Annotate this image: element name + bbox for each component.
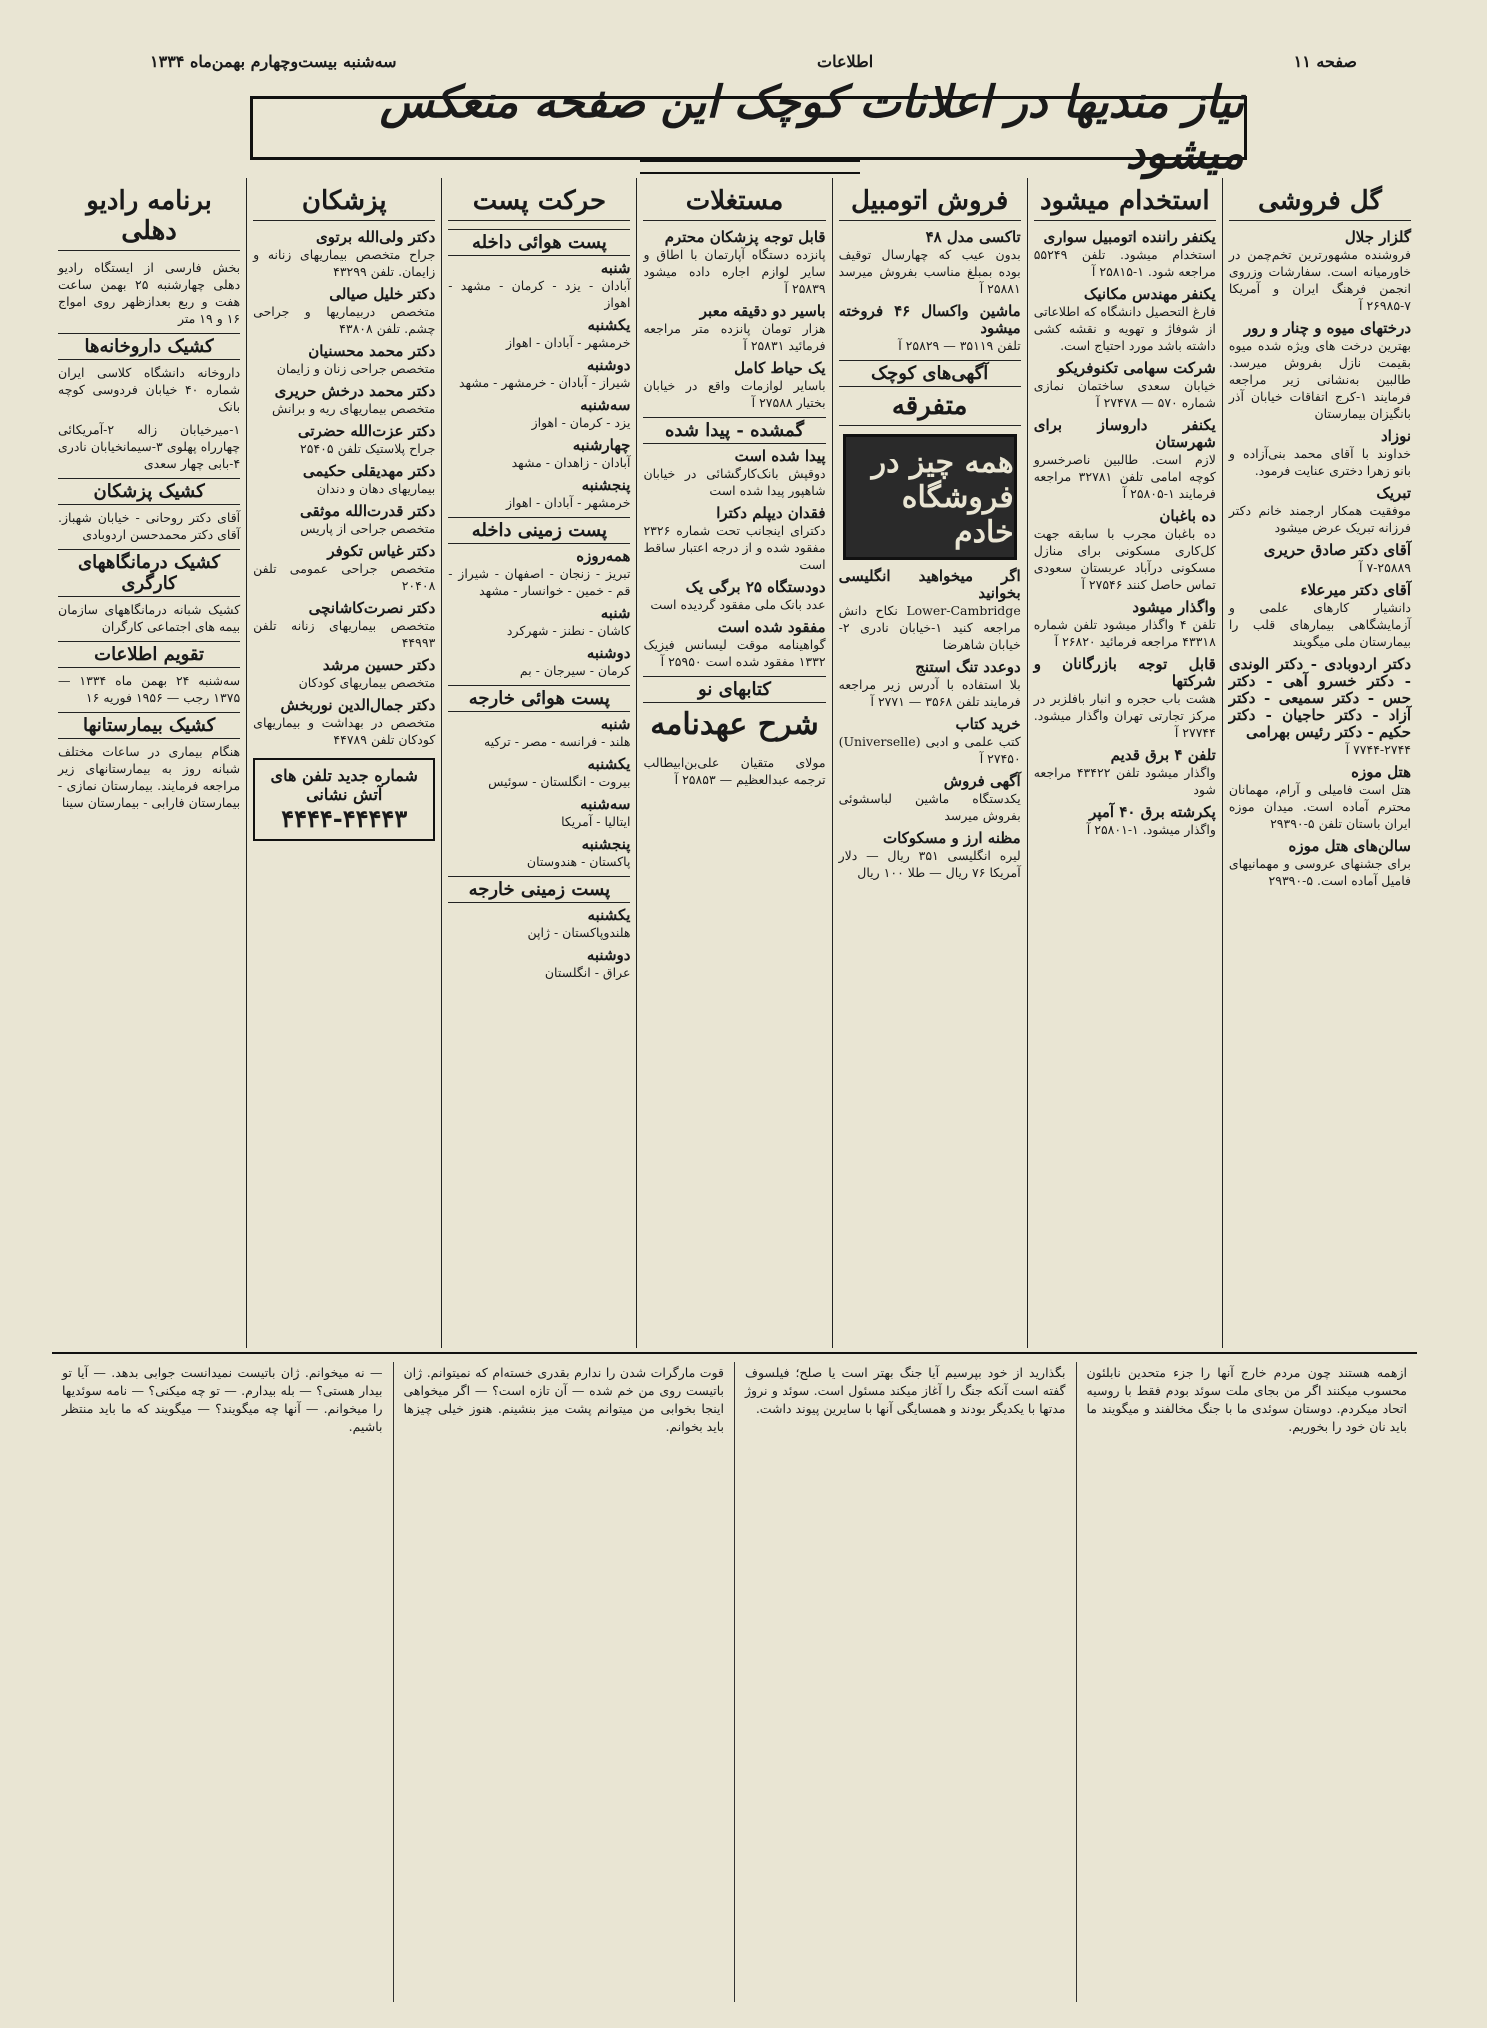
ad-text: بلا استفاده با آدرس زیر مراجعه فرمایند تلفن ۳۵۶۸ — ۲۷۷۱ آ [838,677,1021,709]
ad-item [643,229,825,297]
ad-heading: یکشنبه [587,906,631,924]
ad-text: فارغ التحصیل دانشگاه که اطلاعاتی از شوفاژ و تهویه و نقشه کشی داشته باشد مورد احتیاج است. [1033,304,1216,353]
ad-heading: باسیر دو دقیقه معبر [699,302,826,320]
ad-item [448,907,630,941]
ad-text: پانزده دستگاه آپارتمان با اطاق و سایر لوازم اجاره داده میشود ۲۵۸۳۹ آ [643,247,826,296]
issue-date: سه‌شنبه بیست‌وچهارم بهمن‌ماه ۱۳۳۴ [150,51,397,71]
ad-heading: واگذار میشود [1132,598,1216,616]
ad-item [253,697,435,748]
ad-item [58,509,240,543]
ad-item [1034,360,1216,411]
ad-item [58,259,240,327]
ad-item [839,659,1021,710]
sub-title: کشیک پزشکان [58,478,240,505]
ad-text: کرمان - سیرجان - بم [519,663,631,678]
ad-text: هلند - فرانسه - مصر - ترکیه [483,734,631,749]
page-header [150,48,1357,74]
ad-item [839,773,1021,824]
ad-item [58,743,240,811]
ad-list [643,448,825,670]
ad-item [839,229,1021,297]
ad-heading: گلزار جلال [1344,228,1411,246]
info-list [58,259,240,327]
ad-list [839,568,1021,881]
ad-text: ده باغبان مجرب با سابقه جهت کل‌کاری مسکونی برای منازل مسکونی درآباد عربستان سعودی تماس حاصل کنند ۲۷۵۴۶ آ [1033,526,1216,592]
ad-text: هلندوپاکستان - ژاپن [527,925,631,940]
story-column [52,1362,393,2002]
ad-list [643,229,825,411]
ad-text: متخصص دربیماریها و جراحی چشم. تلفن ۴۳۸۰۸ [253,304,436,336]
story-paragraph: بگذارید از خود بپرسیم آیا جنگ بهتر است یا صلح؛ فیلسوف گفته است آنکه جنگ را آغاز میکند مسئول است. سوئد و نروژ مدتها با یکدیگر بودند و همسایگی آنها با سایرین پیوند داشت. [745,1365,1066,1416]
ad-heading: چهارشنبه [572,436,631,454]
ad-text: داروخانه دانشگاه کلاسی ایران شماره ۴۰ خیابان فردوسی کوچه بانک [58,365,241,414]
ad-item [448,716,630,750]
ad-item [1034,747,1216,798]
info-list [58,601,240,635]
info-list [58,743,240,811]
ad-item [1229,838,1411,889]
ad-heading: شنبه [600,715,631,733]
ad-item [643,505,825,573]
ad-item [1229,428,1411,479]
ad-text: بیماریهای دهان و دندان [316,481,436,496]
ad-text: موفقیت همکار ارجمند خانم دکتر فرزانه تبریک عرض میشود [1228,503,1411,535]
ad-item [643,579,825,613]
sub-title: کشیک داروخانه‌ها [58,333,240,360]
story-paragraph: ازهمه هستند چون مردم خارج آنها را جزء متحدین نابلئون محسوب میکنند اگر من بجای ملت سوئد بودم فقط با روسیه اتحاد میکردم. دوستان سوئدی ما با جنگ مخالفند و میگویند ما باید نان خود را بخوریم. [1086,1365,1407,1434]
story-column [734,1362,1076,2002]
ad-text: خرمشهر - آبادان - اهواز [505,335,631,350]
phone-number: ۴۴۴۴-۴۴۴۴۳ [281,804,408,833]
ad-item [1229,485,1411,536]
ad-heading: یکنفر داروساز برای شهرستان [1033,416,1216,451]
schedule-list [448,907,630,981]
ad-item [58,601,240,635]
column-title: حرکت پست [448,186,630,221]
ad-item [1229,320,1411,422]
column-radio-duty [52,178,246,1348]
ad-item [448,437,630,471]
ad-item [448,357,630,391]
ad-item [448,605,630,639]
paper-name: اطلاعات [817,51,874,71]
ad-item [839,303,1021,354]
ad-item [253,229,435,280]
page-number: صفحه ۱۱ [1293,51,1357,71]
ad-item [643,303,825,354]
ad-item [1034,229,1216,280]
ad-heading: یکشنبه [587,316,631,334]
ad-item [448,836,630,870]
ad-heading: یکنفر مهندس مکانیک [1083,285,1216,303]
ad-heading: پکرشته برق ۴۰ آمپر [1089,803,1216,821]
ad-text: لیره انگلیسی ۳۵۱ ریال — دلار آمریکا ۷۶ ریال — طلا ۱۰۰ ریال [838,848,1021,880]
ad-item [253,343,435,377]
ad-item [1034,599,1216,650]
ornament-divider [640,160,860,174]
column-title: مستغلات [643,186,825,221]
ad-text: دوقپش بانک‌کارگشائی در خیابان شاهپور پیدا شده است [643,466,826,498]
info-list [58,364,240,472]
ad-text: متخصص جراحی زنان و زایمان [276,361,436,376]
ad-text: متخصص جراحی عمومی تلفن ۲۰۴۰۸ [253,561,436,593]
ad-item [1229,582,1411,650]
ad-text: مولای متقیان علی‌بن‌ابیطالب ترجمه عبدالعظیم — ۲۵۸۵۳ آ [643,755,826,787]
ad-item [58,364,240,415]
ad-item [1034,286,1216,354]
ad-text: گواهینامه موقت لیسانس فیزیک ۱۳۳۲ مفقود شده است ۲۵۹۵۰ آ [643,637,826,669]
ad-item [448,645,630,679]
ad-heading: دکتر حسین مرشد [322,656,436,674]
ad-item [839,830,1021,881]
ad-heading: دکتر اردوبادی - دکتر الوندی - دکتر خسرو آهی - دکتر حس - دکتر سمیعی - دکتر آزاد - دکتر حاجیان - دکتر حکیم - دکتر رئیس بهرامی [1228,655,1411,741]
ad-text: ایتالیا - آمریکا [561,814,631,829]
ad-heading: دکتر عزت‌الله حضرتی [297,422,436,440]
ad-text: تلفن ۴ واگذار میشود تلفن شماره ۴۳۳۱۸ مراجعه فرمائید ۲۶۸۲۰ آ [1033,617,1216,649]
ad-item [1034,656,1216,741]
ad-heading: تلفن ۴ برق قدیم [1110,746,1216,764]
ad-heading: دکتر ولی‌الله برتوی [316,228,436,246]
ad-heading: دکتر جمال‌الدین نوربخش [280,696,436,714]
sub-title: پست هوائی داخله [448,229,630,256]
ad-text: دکترای اینجانب تحت شماره ۲۳۲۶ مفقود شده و از درجه اعتبار ساقط است [643,523,826,572]
sub-title: کتابهای نو [643,676,825,703]
ad-text: بهترین درخت های ویژه شده میوه بقیمت نازل بفروش میرسد. طالبین به‌نشانی زیر مراجعه فرمایند ۱-کرج اتفاقات خیابان آذر بانگیزان بیمارستان [1228,338,1411,421]
book-title: شرح عهدنامه [650,707,819,742]
phone-title: شماره جدید تلفن های آتش نشانی [270,766,418,804]
ad-text: آقای دکتر روحانی - خیابان شهباز. آقای دکتر محمدحسن اردوبادی [58,510,241,542]
ad-text: کشیک شبانه درمانگاههای سازمان بیمه های اجتماعی کارگران [58,602,241,634]
ad-text: سه‌شنبه ۲۴ بهمن ماه ۱۳۳۴ — ۱۳۷۵ رجب — ۱۹۵۶ فوریه ۱۶ [58,673,241,705]
ad-heading: آقای دکتر میرعلاء [1300,581,1411,599]
ad-item [448,397,630,431]
ad-text: باسایر لوازمات واقع در خیابان بختیار ۲۷۵۸۸ آ [643,378,826,410]
ad-text: متخصص بیماریهای زنانه تلفن ۴۴۹۹۳ [253,618,436,650]
column-employment [1027,178,1222,1348]
ad-item [448,796,630,830]
ad-text: خرمشهر - آبادان - اهواز [505,495,631,510]
ad-heading: آقای دکتر صادق حریری [1263,541,1411,559]
info-list [58,509,240,543]
ad-heading: دودستگاه ۲۵ برگی یک [685,578,826,596]
sub-title: آگهی‌های کوچک [839,360,1021,387]
section-title: متفرقه [839,391,1021,426]
section-banner: نیاز مندیها در اعلانات کوچک این صفحه منعکس میشود [250,96,1247,160]
column-real-estate [636,178,831,1348]
ad-text: دانشیار کارهای علمی و آزمایشگاهی بیمارهای قلب را بیمارستان ملی میگویند [1228,600,1411,649]
ad-text: متخصص در بهداشت و بیماریهای کودکان تلفن ۴۴۷۸۹ [253,715,436,747]
ad-heading: دکتر محمد محسنیان [308,342,436,360]
sub-title: کشیک بیمارستانها [58,712,240,739]
ad-heading: تاکسی مدل ۴۸ [925,228,1021,246]
ad-heading: آگهی فروش [943,772,1021,790]
ad-text: جراح پلاستیک تلفن ۲۵۴۰۵ [300,441,436,456]
ad-text: یزد - کرمان - اهواز [531,415,631,430]
column-title: فروش اتومبیل [839,186,1021,221]
ad-heading: خرید کتاب [955,715,1021,733]
ad-text: بخش فارسی از ایستگاه رادیو دهلی چهارشنبه ۲۵ بهمن ساعت هفت و ربع بعدازظهر روی امواج ۱۶ و ۱۹ متر [58,260,241,326]
ad-text: عدد بانک ملی مفقود گردیده است [650,597,826,612]
ad-heading: دکتر قدرت‌الله موثقی [300,502,436,520]
ad-heading: تبریک [1376,484,1411,502]
ad-heading: دکتر محمد درخش حریری [274,382,436,400]
ad-heading: سه‌شنبه [580,795,631,813]
ad-item [643,619,825,670]
ad-heading: دوشنبه [586,356,631,374]
ad-item [448,260,630,311]
column-title: گل فروشی [1229,186,1411,221]
ad-heading: قابل توجه پزشکان محترم [664,228,826,246]
schedule-list [448,548,630,679]
column-title: پزشکان [253,186,435,221]
ad-list [1229,229,1411,889]
ad-text: واگذار میشود تلفن ۴۳۴۲۲ مراجعه شود [1033,765,1216,797]
sub-title: تقویم اطلاعات [58,641,240,668]
ad-text: ۱-میرخیابان زاله ۲-آمریکائی چهارراه پهلوی ۳-سیمانخیابان نادری ۴-بابی چهار سعدی [58,422,241,471]
ad-heading: پیدا شده است [734,447,826,465]
ad-item [643,360,825,411]
ad-text: متخصص جراحی از پاریس [300,521,436,536]
ad-item [643,448,825,499]
ad-item [448,477,630,511]
story-column [393,1362,735,2002]
ad-heading: سالن‌های هتل موزه [1288,837,1411,855]
story-column [1076,1362,1418,2002]
ad-item [1229,542,1411,576]
sub-title: کشیک درمانگاههای کارگری [58,549,240,597]
sub-title: پست زمینی داخله [448,517,630,544]
ad-text: کتب علمی و ادبی (Universelle) ۲۷۴۵۰ آ [838,734,1021,766]
ad-heading: هتل موزه [1351,763,1411,781]
ad-item [1229,656,1411,758]
ad-heading: دکتر خلیل صیالی [329,285,436,303]
ad-heading: دکتر غیاس تکوفر [327,542,436,560]
ad-item [253,657,435,691]
ad-item [58,672,240,706]
ad-item [1229,764,1411,832]
ad-text: تلفن ۳۵۱۱۹ — ۲۵۸۲۹ آ [898,338,1021,353]
ad-text: هتل است فامیلی و آرام، مهمانان محترم آماده است. میدان موزه ایران باستان تلفن ۵-۲۹۳۹۰ [1228,782,1411,831]
ad-list [253,229,435,748]
ad-heading: قابل توجه بازرگانان و شرکتها [1033,655,1216,690]
ad-item [253,463,435,497]
ad-item [253,286,435,337]
info-list [58,672,240,706]
ad-heading: دوشنبه [586,946,631,964]
section-divider [52,1352,1417,1358]
store-ad-box: همه چیز در فروشگاه خادم [843,434,1017,560]
ad-heading: همه‌روزه [576,547,631,565]
ad-heading: پنجشنبه [581,476,631,494]
ad-text: آبادان - زاهدان - مشهد [511,455,631,470]
ad-item [448,756,630,790]
ad-text: بدون عیب که چهارسال توقیف بوده بمبلغ مناسب بفروش میرسد ۲۵۸۸۱ آ [838,247,1021,296]
schedule-list [448,260,630,511]
ad-heading: دکتر نصرت‌کاشانچی [308,599,436,617]
column-title: برنامه رادیو دهلی [58,186,240,251]
ad-heading: ده باغبان [1159,507,1216,525]
ad-heading: ماشین واکسال ۴۶ فروخته میشود [838,302,1021,337]
ad-text: هشت باب حجره و انبار بافلزبر در مرکز تجارتی تهران واگذار میشود. ۲۷۷۴۴ آ [1033,691,1216,740]
ad-list [1034,229,1216,838]
ad-heading: شرکت سهامی تکنوفریکو [1057,359,1216,377]
story-paragraph: قوت مارگرات شدن را ندارم بقدری خسته‌ام که نمیتوانم. ژان باتیست روی من خم شده — آن تازه است؟ — اگر میخواهی اینجا بخوابی من میتوانم پشت میز بنشینم. هنوز خیلی چیزها باید بخوانم. [403,1365,724,1434]
ad-heading: مفقود شده است [717,618,826,636]
ad-text: خیابان سعدی ساختمان نمازی شماره ۵۷۰ — ۲۷۴۷۸ آ [1033,378,1216,410]
ad-heading: شنبه [600,604,631,622]
ad-text: آبادان - یزد - کرمان - مشهد - اهواز [448,278,631,310]
serial-story [52,1362,1417,2002]
sub-title: پست زمینی خارجه [448,876,630,903]
ad-item [448,317,630,351]
ad-text: هنگام بیماری در ساعات مختلف شبانه روز به بیمارستانهای زیر مراجعه فرمایند. بیمارستان نمازی - بیمارستان فارابی - بیمارستان سینا [58,744,241,810]
ad-text: استخدام میشود. تلفن ۵۵۲۴۹ مراجعه شود. ۱-۲۵۸۱۵ آ [1033,247,1216,279]
classified-columns [52,178,1417,1348]
column-car-sale [832,178,1027,1348]
column-post [441,178,636,1348]
ad-text: جراح متخصص بیماریهای زنانه و زایمان. تلفن ۴۳۲۹۹ [253,247,436,279]
column-flowers [1222,178,1417,1348]
ad-heading: درختهای میوه و چنار و رور [1243,319,1411,337]
column-title: استخدام میشود [1034,186,1216,221]
ad-text: متخصص بیماریهای ریه و برانش [272,401,436,416]
ad-item [839,716,1021,767]
ad-text: شیراز - آبادان - خرمشهر - مشهد [458,375,631,390]
ad-text: یکدستگاه ماشین لباسشوئی بفروش میرسد [838,791,1021,823]
ad-heading: مظنه ارز و مسکوکات [882,829,1021,847]
ad-text: کاشان - نطنز - شهرکرد [506,623,631,638]
ad-text: ۷۷۴۴-۲۷۴۴ آ [1345,742,1411,757]
sub-title: پست هوائی خارجه [448,685,630,712]
ad-text: تبریز - زنجان - اصفهان - شیراز - قم - خمین - خوانسار - مشهد [448,566,631,598]
ad-heading: فقدان دیپلم دکترا [716,504,826,522]
ad-item [839,568,1021,653]
ad-item [448,548,630,599]
ad-text: بیروت - انگلستان - سوئیس [488,774,631,789]
ad-heading: پنجشنبه [581,835,631,853]
ad-heading: اگر میخواهید انگلیسی بخوانید [838,567,1021,602]
fire-dept-phone [253,758,435,841]
ad-text: Lower-Cambridge نکاح دانش مراجعه کنید ۱-خیابان نادری ۲-خیابان شاهرضا [838,603,1021,652]
story-paragraph: — نه میخوانم. ژان باتیست نمیدانست جوابی بدهد. — آیا تو بیدار هستی؟ — بله بیدارم. — تو چه میکنی؟ — نامه سوئدیها را میخوانم. — آنها چه میگویند؟ — میگویند که ما باید منتظر باشیم. [62,1365,383,1434]
ad-list [839,229,1021,354]
ad-item [643,754,825,788]
ad-text: عراق - انگلستان [544,965,631,980]
ad-item [58,421,240,472]
ad-text: ۷-۲۵۸۸۹ آ [1359,560,1411,575]
column-doctors [246,178,441,1348]
ad-heading: سه‌شنبه [580,396,631,414]
ad-item [1034,804,1216,838]
ad-item [253,503,435,537]
sub-title: گمشده - پیدا شده [643,417,825,444]
ad-heading: شنبه [600,259,631,277]
ad-item [1229,229,1411,314]
ad-text: واگذار میشود. ۱-۲۵۸۰۱ آ [1086,822,1216,837]
ad-item [253,423,435,457]
ad-text: برای جشنهای عروسی و مهمانیهای فامیل آماده است. ۵-۲۹۳۹۰ [1228,856,1411,888]
ad-item [1034,508,1216,593]
ad-text: هزار تومان پانزده متر مراجعه فرمائید ۲۵۸۳۱ آ [643,321,826,353]
ad-item [448,947,630,981]
ad-heading: یکشنبه [587,755,631,773]
ad-item [253,383,435,417]
ad-text: خداوند با آقای محمد بنی‌آزاده و بانو زهرا دختری عنایت فرمود. [1228,446,1411,478]
ad-heading: یک حیاط کامل [734,359,826,377]
schedule-list [448,716,630,870]
ad-heading: دکتر مهدیقلی حکیمی [302,462,436,480]
ad-text: فروشنده مشهورترین تخم‌چمن در خاورمیانه است. سفارشات وزروی انجمن فرهنگ ایران و آمریکا ۷-۲۶۹۸۵ آ [1228,247,1411,313]
ad-heading: یکنفر راننده اتومبیل سواری [1043,228,1216,246]
ad-heading: دوشنبه [586,644,631,662]
ad-item [253,600,435,651]
ad-item [1034,417,1216,502]
ad-heading: نوزاد [1380,427,1411,445]
ad-heading: دوعدد تنگ استنج [915,658,1021,676]
ad-item [253,543,435,594]
ad-text: لازم است. طالبین ناصرخسرو کوچه امامی تلفن ۳۲۷۸۱ مراجعه فرمایند ۱-۲۵۸۰۵ آ [1033,452,1216,501]
ad-text: پاکستان - هندوستان [526,854,631,869]
ad-list [643,754,825,788]
ad-text: متخصص بیماریهای کودکان [298,675,436,690]
